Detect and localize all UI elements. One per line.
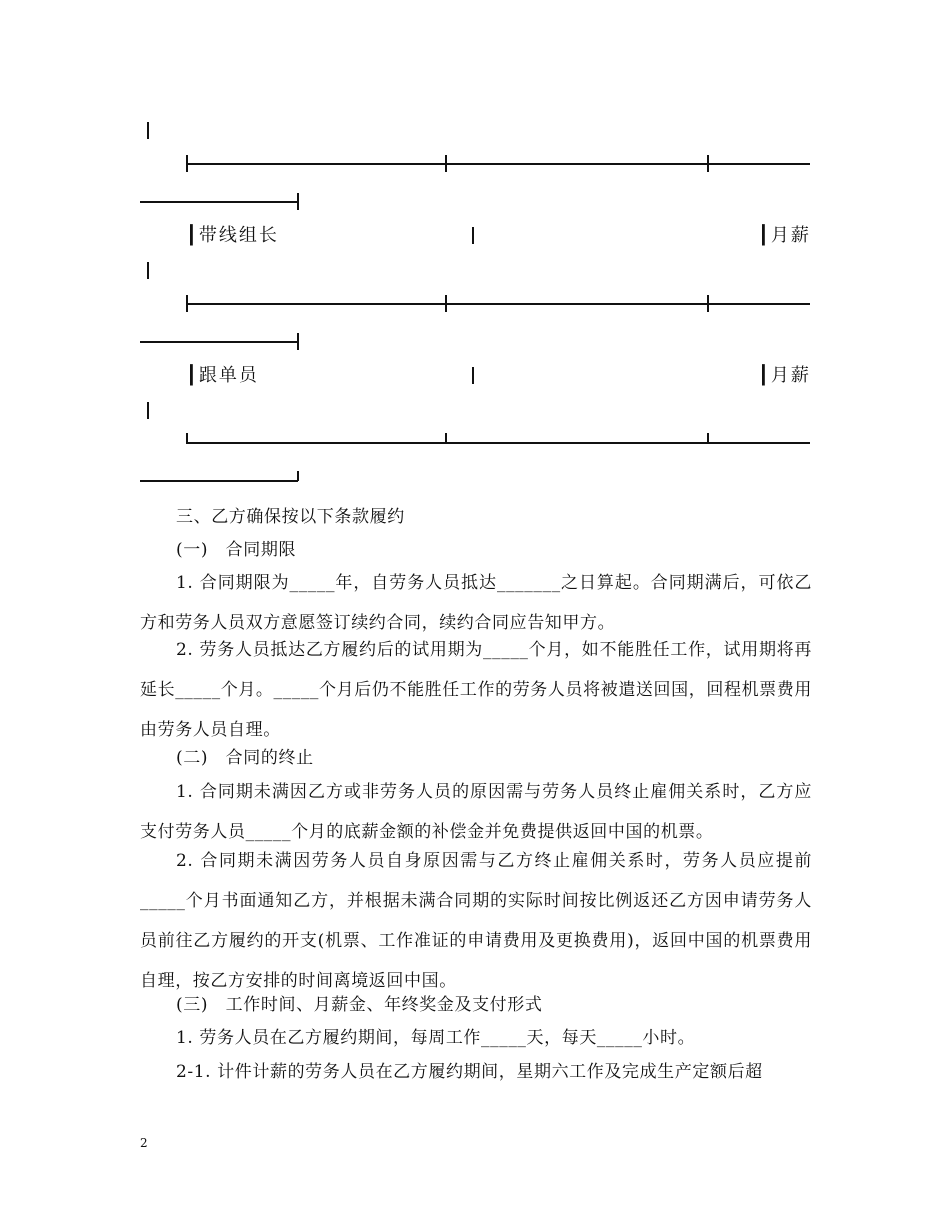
table-border-left — [147, 122, 149, 139]
table-rule — [140, 341, 298, 343]
table-rule — [186, 163, 810, 165]
table-rule-tick — [707, 433, 709, 443]
paragraph: 2. 劳务人员抵达乙方履约后的试用期为_____个月，如不能胜任工作，试用期将再延长_____个月。_____个月后仍不能胜任工作的劳务人员将被遣送回国，回程机票费用由劳务人员自理。 — [140, 640, 812, 740]
table-cell-position: 跟单员 — [198, 365, 259, 386]
subsection-heading: (二) 合同的终止 — [176, 748, 314, 768]
table-rule-tick — [186, 155, 188, 172]
paragraph: 1. 合同期未满因乙方或非劳务人员的原因需与劳务人员终止雇佣关系时，乙方应支付劳务人员_____个月的底薪金额的补偿金并免费提供返回中国的机票。 — [140, 782, 812, 842]
table-rule — [186, 442, 810, 444]
table-cell-pay: ┃月薪 — [758, 365, 811, 386]
page-number: 2 — [140, 1136, 148, 1150]
table-rule — [186, 303, 810, 305]
table-rule — [140, 480, 298, 482]
table-rule-tick — [445, 295, 447, 312]
table-cell-position: 带线组长 — [198, 225, 279, 246]
paragraph: 1. 合同期限为_____年，自劳务人员抵达_______之日算起。合同期满后，可依乙方和劳务人员双方意愿签订续约合同，续约合同应告知甲方。 — [140, 573, 812, 633]
table-border-left — [147, 262, 149, 279]
table-rule-tick — [707, 155, 709, 172]
table-rule-tick — [707, 295, 709, 312]
table-rule-tick — [186, 295, 188, 312]
table-rule-tick — [297, 471, 299, 481]
table-rule — [140, 201, 298, 203]
table-rule-tick — [297, 193, 299, 210]
table-row: ┃带线组长 — [186, 225, 279, 246]
table-border-left — [147, 402, 149, 419]
table-rule-tick — [297, 333, 299, 350]
table-cell-pay: ┃月薪 — [758, 225, 811, 246]
table-cell-pay-type: 月薪 — [770, 365, 811, 386]
table-cell-pay-type: 月薪 — [770, 225, 811, 246]
paragraph: 2. 合同期未满因劳务人员自身原因需与乙方终止雇佣关系时，劳务人员应提前_____个月书面通知乙方，并根据未满合同期的实际时间按比例返还乙方因申请劳务人员前往乙方履约的开支(机票、工作准证的申请费用及更换费用)，返回中国的机票费用自理，按乙方安排的时间离境返回中国。 — [140, 851, 812, 991]
table-cell-divider — [472, 367, 474, 384]
section-heading: 三、乙方确保按以下条款履约 — [176, 507, 405, 527]
paragraph: 2-1. 计件计薪的劳务人员在乙方履约期间，星期六工作及完成生产定额后超 — [176, 1062, 763, 1082]
table-cell-divider — [472, 227, 474, 244]
table-rule-tick — [445, 433, 447, 443]
table-rule-tick — [186, 433, 188, 443]
subsection-heading: (一) 合同期限 — [176, 540, 297, 560]
table-row: ┃跟单员 — [186, 365, 259, 386]
paragraph: 1. 劳务人员在乙方履约期间，每周工作_____天，每天_____小时。 — [176, 1028, 696, 1048]
table-rule-tick — [445, 155, 447, 172]
subsection-heading: (三) 工作时间、月薪金、年终奖金及支付形式 — [176, 995, 543, 1015]
